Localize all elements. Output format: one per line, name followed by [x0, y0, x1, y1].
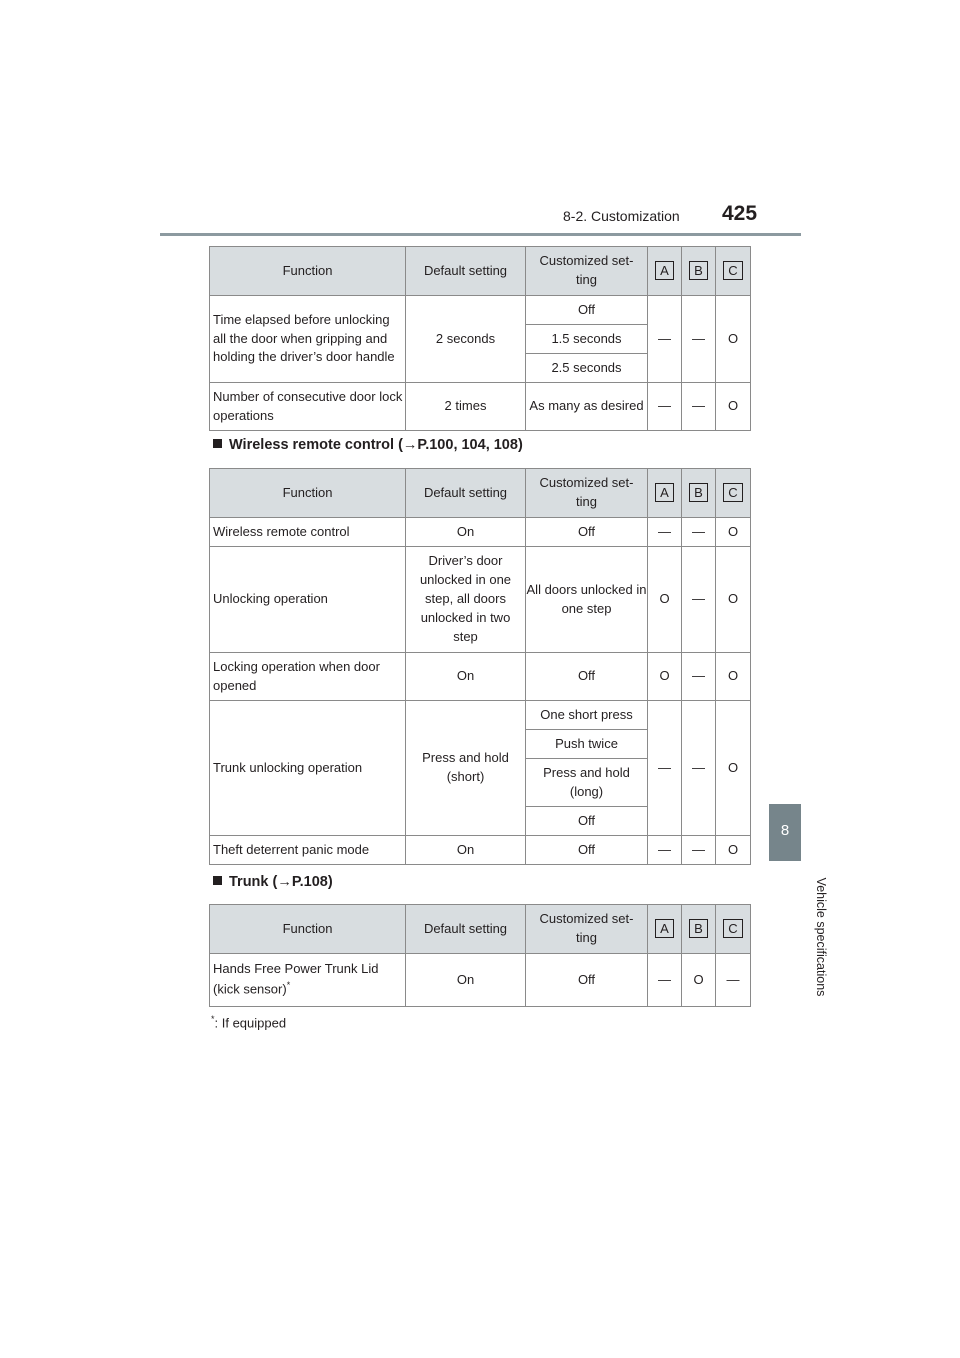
cell-a: —	[648, 954, 682, 1007]
cell-b: —	[682, 547, 716, 653]
cell-custom: Off	[526, 653, 648, 701]
header-b	[682, 469, 716, 518]
cell-default: On	[406, 653, 526, 701]
label-a: A	[655, 919, 674, 938]
cell-custom: Off	[526, 954, 648, 1007]
cell-default: Driver’s door unlocked in one step, all doors unlocked in two step	[406, 547, 526, 653]
cell-custom: Off	[526, 518, 648, 547]
table-header-row	[210, 247, 751, 296]
cell-c: O	[716, 296, 751, 383]
label-c: C	[723, 261, 742, 280]
chapter-number: 8	[780, 822, 790, 839]
function-text: Hands Free Power Trunk Lid (kick sensor)	[213, 961, 379, 997]
header-c	[716, 247, 751, 296]
table-header-row	[210, 905, 751, 954]
header-default: Default setting	[406, 247, 526, 296]
cell-c: O	[716, 547, 751, 653]
header-default: Default setting	[406, 905, 526, 954]
cell-option: Push twice	[526, 730, 648, 759]
cell-b: —	[682, 296, 716, 383]
cell-c: —	[716, 954, 751, 1007]
cell-function: Locking operation when door opened	[210, 653, 406, 701]
header-default: Default setting	[406, 469, 526, 518]
cell-option: One short press	[526, 701, 648, 730]
cell-default: 2 seconds	[406, 296, 526, 383]
cell-c: O	[716, 653, 751, 701]
label-b: B	[689, 919, 708, 938]
cell-a: O	[648, 653, 682, 701]
cell-function: Theft deterrent panic mode	[210, 836, 406, 865]
cell-b: —	[682, 701, 716, 836]
table-row	[210, 836, 751, 865]
table-trunk	[209, 904, 751, 1007]
footnote-text: : If equipped	[214, 1015, 287, 1031]
header-function: Function	[210, 905, 406, 954]
header-a	[648, 469, 682, 518]
cell-a: —	[648, 836, 682, 865]
footnote-mark: *	[286, 980, 291, 991]
label-c: C	[723, 919, 742, 938]
cell-a: —	[648, 296, 682, 383]
table-wireless-remote	[209, 468, 751, 865]
header-c	[716, 469, 751, 518]
header-b	[682, 247, 716, 296]
header-custom: Customized set- ting	[526, 469, 648, 518]
cell-b: —	[682, 836, 716, 865]
cell-function: Number of consecutive door lock operations	[210, 383, 406, 431]
chapter-label: Vehicle specifications	[814, 877, 828, 997]
cell-custom: As many as desired	[526, 383, 648, 431]
header-function: Function	[210, 247, 406, 296]
cell-option: 2.5 seconds	[526, 354, 648, 383]
table-row	[210, 518, 751, 547]
page-header-section: 8-2. Customization	[563, 208, 680, 224]
cell-function: Trunk unlocking operation	[210, 701, 406, 836]
cell-a: —	[648, 383, 682, 431]
table-header-row	[210, 469, 751, 518]
cell-function: Time elapsed before unlocking all the door when gripping and holding the driver’s door handle	[210, 296, 406, 383]
header-c	[716, 905, 751, 954]
header-a	[648, 905, 682, 954]
cell-b: —	[682, 653, 716, 701]
cell-option: Off	[526, 807, 648, 836]
header-b	[682, 905, 716, 954]
cell-a: O	[648, 547, 682, 653]
table-row	[210, 701, 751, 730]
header-rule	[160, 233, 801, 236]
page-number: 425	[722, 202, 758, 225]
cell-default: 2 times	[406, 383, 526, 431]
label-a: A	[655, 261, 674, 280]
footnote	[211, 1014, 286, 1030]
cell-b: —	[682, 383, 716, 431]
square-bullet-icon	[213, 439, 222, 448]
table-row	[210, 547, 751, 653]
cell-c: O	[716, 518, 751, 547]
label-a: A	[655, 483, 674, 502]
cell-b: O	[682, 954, 716, 1007]
header-custom: Customized set- ting	[526, 247, 648, 296]
cell-option: Off	[526, 296, 648, 325]
cell-option: Press and hold (long)	[526, 759, 648, 807]
table-row	[210, 383, 751, 431]
cell-b: —	[682, 518, 716, 547]
section-heading-wireless	[213, 437, 523, 453]
cell-function: Wireless remote control	[210, 518, 406, 547]
cell-a: —	[648, 518, 682, 547]
table-row	[210, 296, 751, 325]
section-heading-trunk	[213, 874, 333, 890]
cell-default: On	[406, 836, 526, 865]
cell-a: —	[648, 701, 682, 836]
table-door-settings	[209, 246, 751, 431]
cell-function: Unlocking operation	[210, 547, 406, 653]
cell-custom: Off	[526, 836, 648, 865]
cell-c: O	[716, 836, 751, 865]
section-title: Trunk (→P.108)	[229, 874, 333, 890]
table-row	[210, 954, 751, 1007]
label-b: B	[689, 261, 708, 280]
cell-c: O	[716, 701, 751, 836]
cell-default: On	[406, 954, 526, 1007]
header-custom: Customized set- ting	[526, 905, 648, 954]
header-function: Function	[210, 469, 406, 518]
cell-option: 1.5 seconds	[526, 325, 648, 354]
cell-c: O	[716, 383, 751, 431]
cell-default: On	[406, 518, 526, 547]
table-row	[210, 653, 751, 701]
square-bullet-icon	[213, 876, 222, 885]
label-c: C	[723, 483, 742, 502]
section-title: Wireless remote control (→P.100, 104, 108)	[229, 437, 523, 453]
cell-default: Press and hold (short)	[406, 701, 526, 836]
header-a	[648, 247, 682, 296]
label-b: B	[689, 483, 708, 502]
cell-custom: All doors unlocked in one step	[526, 547, 648, 653]
cell-function	[210, 954, 406, 1007]
footnote-asterisk: *	[211, 1014, 215, 1024]
